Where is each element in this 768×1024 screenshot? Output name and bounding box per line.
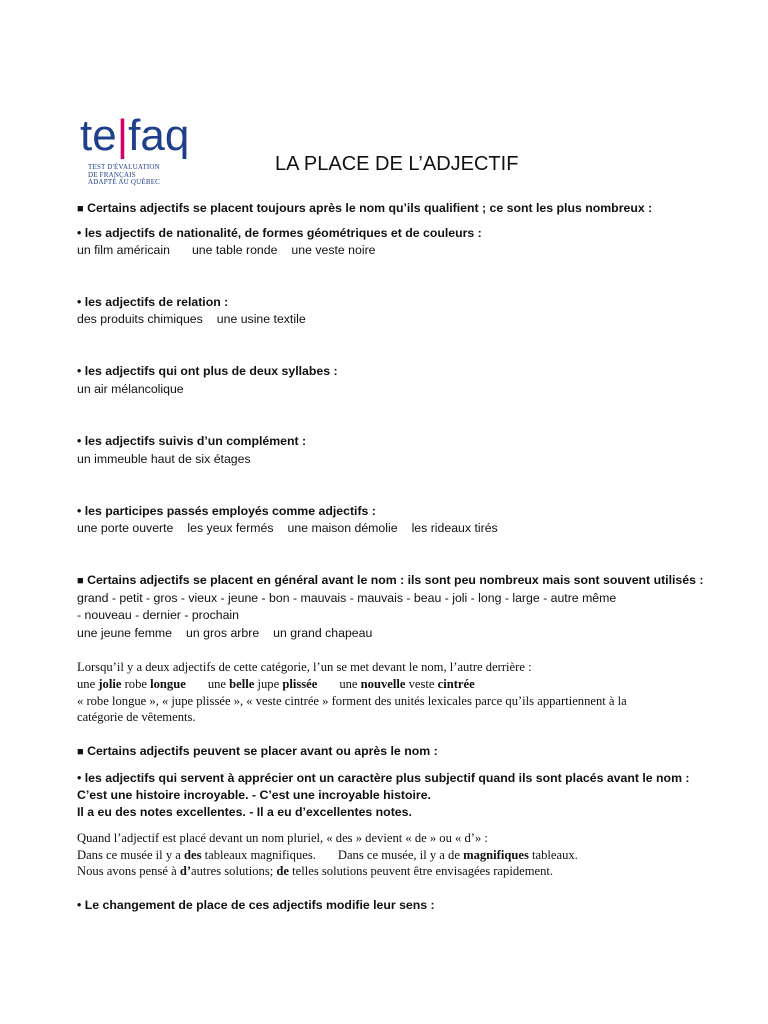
section1-heading: ■ Certains adjectifs se placent toujours après le nom qu’ils qualifient ; ce sont les plus nombreux :	[77, 201, 653, 215]
closing-line: • Le changement de place de ces adjectifs modifie leur sens :	[77, 898, 435, 912]
explanation: catégorie de vêtements.	[77, 710, 196, 724]
group-label: • les adjectifs qui ont plus de deux syllabes :	[77, 364, 338, 378]
example-line: Dans ce musée il y a des tableaux magnifiques. Dans ce musée, il y a de magnifiques tableaux.	[77, 848, 578, 862]
example-line: une jeune femme un gros arbre un grand chapeau	[77, 626, 373, 640]
group-label: • les adjectifs de relation :	[77, 295, 229, 309]
tefaq-logo	[80, 111, 190, 192]
group-label: • les adjectifs suivis d’un complément :	[77, 434, 307, 448]
logo-subtitle: TEST D'ÉVALUATION DE FRANÇAIS ADAPTÉ AU QUÉBEC	[88, 163, 161, 186]
page-title: LA PLACE DE L’ADJECTIF	[275, 153, 519, 175]
example-line: une porte ouverte les yeux fermés une maison démolie les rideaux tirés	[77, 521, 498, 535]
example-line: un immeuble haut de six étages	[77, 452, 251, 466]
example-line: un air mélancolique	[77, 382, 184, 396]
example-line: une jolie robe longue une belle jupe plissée une nouvelle veste cintrée	[77, 677, 475, 691]
example-line: C’est une histoire incroyable. - C’est une incroyable histoire.	[77, 788, 431, 802]
example-line: un film américain une table ronde une veste noire	[77, 243, 376, 257]
note: Lorsqu’il y a deux adjectifs de cette catégorie, l’un se met devant le nom, l’autre derrière :	[77, 660, 532, 674]
adjective-list: grand - petit - gros - vieux - jeune - bon - mauvais - mauvais - beau - joli - long - large - autre même	[77, 591, 617, 605]
group-label: • les adjectifs de nationalité, de formes géométriques et de couleurs :	[77, 226, 482, 240]
adjective-list: - nouveau - dernier - prochain	[77, 608, 239, 622]
section3-heading: ■ Certains adjectifs peuvent se placer avant ou après le nom :	[77, 744, 438, 758]
example-line: Nous avons pensé à d’autres solutions; de telles solutions peuvent être envisagées rapidement.	[77, 864, 554, 878]
group-label: • les adjectifs qui servent à apprécier ont un caractère plus subjectif quand ils sont placés avant le nom :	[77, 771, 690, 785]
note: Quand l’adjectif est placé devant un nom pluriel, « des » devient « de » ou « d’» :	[77, 831, 488, 845]
example-line: des produits chimiques une usine textile	[77, 312, 306, 326]
logo-wordmark: te|faq	[80, 111, 190, 160]
explanation: « robe longue », « jupe plissée », « veste cintrée » forment des unités lexicales parce qu’ils appartiennent à la	[77, 694, 627, 708]
example-line: Il a eu des notes excellentes. - Il a eu d’excellentes notes.	[77, 805, 412, 819]
group-label: • les participes passés employés comme adjectifs :	[77, 504, 376, 518]
section2-heading: ■ Certains adjectifs se placent en général avant le nom : ils sont peu nombreux mais sont souvent utilisés :	[77, 573, 704, 587]
